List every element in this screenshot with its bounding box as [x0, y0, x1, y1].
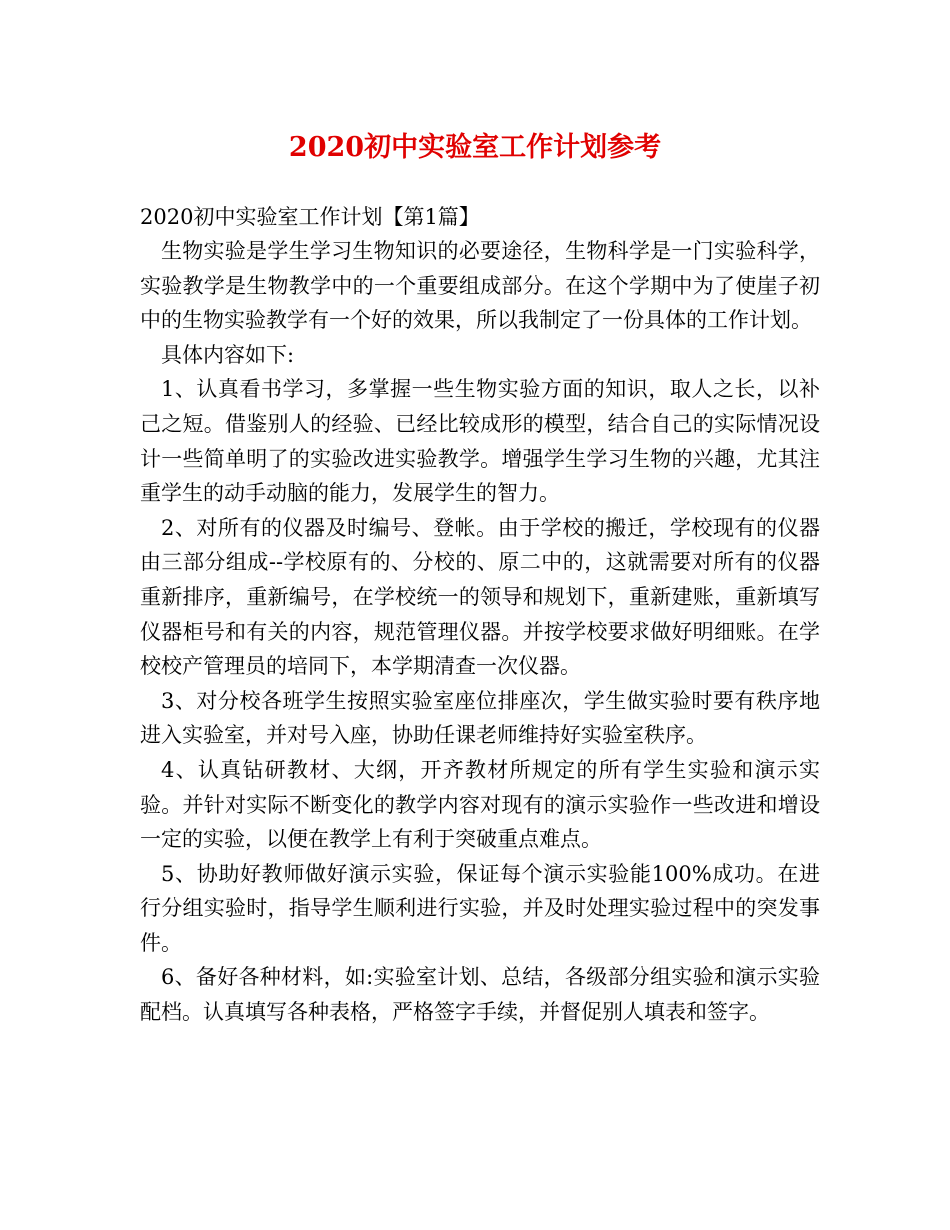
paragraph-item-5: 5、协助好教师做好演示实验，保证每个演示实验能100%成功。在进行分组实验时，指导学生顺利进行实验，并及时处理实验过程中的突发事件。	[140, 861, 820, 955]
paragraph-content-lead: 具体内容如下:	[161, 342, 295, 367]
paragraph-item-3: 3、对分校各班学生按照实验室座位排座次，学生做实验时要有秩序地进入实验室，并对号入座，协助任课老师维持好实验室秩序。	[140, 688, 820, 748]
document-body	[140, 200, 820, 1030]
section-heading: 2020初中实验室工作计划【第1篇】	[140, 205, 480, 229]
document-title: 2020初中实验室工作计划参考	[288, 132, 662, 163]
paragraph-item-6: 6、备好各种材料，如:实验室计划、总结，各级部分组实验和演示实验配档。认真填写各种表格，严格签字手续，并督促别人填表和签字。	[140, 965, 820, 1025]
paragraph-item-1: 1、认真看书学习，多掌握一些生物实验方面的知识，取人之长，以补己之短。借鉴别人的经验、已经比较成形的模型，结合自己的实际情况设计一些简单明了的实验改进实验教学。增强学生学习生物的兴趣，尤其注重学生的动手动脑的能力，发展学生的智力。	[140, 377, 820, 506]
paragraph-intro: 生物实验是学生学习生物知识的必要途径，生物科学是一门实验科学，实验教学是生物教学中的一个重要组成部分。在这个学期中为了使崖子初中的生物实验教学有一个好的效果，所以我制定了一份具体的工作计划。	[140, 239, 820, 333]
paragraph-item-4: 4、认真钻研教材、大纲，开齐教材所规定的所有学生实验和演示实验。并针对实际不断变化的教学内容对现有的演示实验作一些改进和增设一定的实验，以便在教学上有利于突破重点难点。	[140, 757, 820, 852]
paragraph-item-2: 2、对所有的仪器及时编号、登帐。由于学校的搬迁，学校现有的仪器由三部分组成--学校原有的、分校的、原二中的，这就需要对所有的仪器重新排序，重新编号，在学校统一的领导和规划下，重新建账，重新填写仪器柜号和有关的内容，规范管理仪器。并按学校要求做好明细账。在学校校产管理员的培同下，本学期清查一次仪器。	[140, 515, 820, 679]
